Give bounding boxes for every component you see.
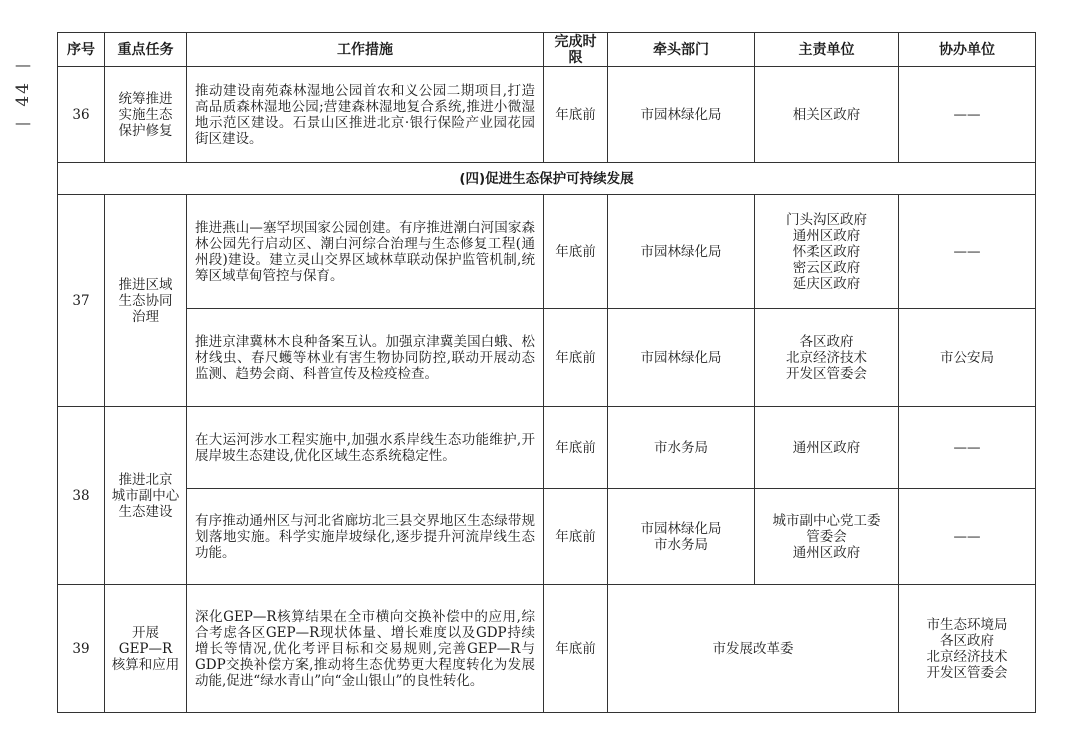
row-38-task: 推进北京 城市副中心 生态建设 <box>105 407 187 585</box>
row-37b-measure: 推进京津冀林木良种备案互认。加强京津冀美国白蛾、松材线虫、春尺蠖等林业有害生物协同防控,联动开展动态监测、趋势会商、科普宣传及检疫检查。 <box>187 309 544 407</box>
row-38b-assist: —— <box>899 489 1036 585</box>
row-38b-lead: 市园林绿化局 市水务局 <box>608 489 755 585</box>
page-number-dash-top: — <box>15 55 31 74</box>
header-measure: 工作措施 <box>187 33 544 67</box>
table-row <box>58 585 1036 713</box>
table-row <box>58 407 1036 489</box>
header-responsible: 主责单位 <box>755 33 899 67</box>
row-37b-responsible: 各区政府 北京经济技术 开发区管委会 <box>755 309 899 407</box>
row-37b-deadline: 年底前 <box>544 309 608 407</box>
row-37a-lead: 市园林绿化局 <box>608 195 755 309</box>
row-39-measure: 深化GEP—R核算结果在全市横向交换补偿中的应用,综合考虑各区GEP—R现状体量、增长难度以及GDP持续增长等情况,优化考评目标和交易规则,完善GEP—R与GDP交换补偿方案,推动将生态优势更大程度转化为发展动能,促进“绿水青山”向“金山银山”的良性转化。 <box>187 585 544 713</box>
row-37a-deadline: 年底前 <box>544 195 608 309</box>
header-row <box>58 33 1036 67</box>
row-38a-lead: 市水务局 <box>608 407 755 489</box>
row-36-lead: 市园林绿化局 <box>608 67 755 163</box>
header-assist: 协办单位 <box>899 33 1036 67</box>
row-39-lead: 市发展改革委 <box>608 585 899 713</box>
row-39-no: 39 <box>58 585 105 713</box>
row-39-deadline: 年底前 <box>544 585 608 713</box>
row-36-deadline: 年底前 <box>544 67 608 163</box>
row-37a-measure: 推进燕山—塞罕坝国家公园创建。有序推进潮白河国家森林公园先行启动区、潮白河综合治理与生态修复工程(通州段)建设。建立灵山交界区域林草联动保护监管机制,统筹区域草甸管控与保育。 <box>187 195 544 309</box>
row-39-assist: 市生态环境局 各区政府 北京经济技术 开发区管委会 <box>899 585 1036 713</box>
header-task: 重点任务 <box>105 33 187 67</box>
row-36-responsible: 相关区政府 <box>755 67 899 163</box>
header-lead: 牵头部门 <box>608 33 755 67</box>
row-37b-lead: 市园林绿化局 <box>608 309 755 407</box>
row-36-task: 统筹推进 实施生态 保护修复 <box>105 67 187 163</box>
page-number-digits: 44 <box>12 81 33 107</box>
row-36-measure: 推动建设南苑森林湿地公园首农和义公园二期项目,打造高品质森林湿地公园;营建森林湿地复合系统,推进小微湿地示范区建设。石景山区推进北京·银行保险产业园花园街区建设。 <box>187 67 544 163</box>
header-no: 序号 <box>58 33 105 67</box>
row-36-no: 36 <box>58 67 105 163</box>
table-row <box>58 195 1036 309</box>
row-37a-assist: —— <box>899 195 1036 309</box>
section-row <box>58 163 1036 195</box>
row-38b-responsible: 城市副中心党工委 管委会 通州区政府 <box>755 489 899 585</box>
page-number <box>8 55 38 133</box>
row-38b-deadline: 年底前 <box>544 489 608 585</box>
section-heading: (四)促进生态保护可持续发展 <box>58 163 1036 195</box>
table-row <box>58 489 1036 585</box>
row-37-task: 推进区域 生态协同 治理 <box>105 195 187 407</box>
row-37b-assist: 市公安局 <box>899 309 1036 407</box>
row-36-assist: —— <box>899 67 1036 163</box>
row-38a-assist: —— <box>899 407 1036 489</box>
header-deadline: 完成时限 <box>544 33 608 67</box>
row-38a-measure: 在大运河涉水工程实施中,加强水系岸线生态功能维护,开展岸坡生态建设,优化区域生态系统稳定性。 <box>187 407 544 489</box>
table-row <box>58 309 1036 407</box>
task-table <box>57 32 1036 713</box>
table-row <box>58 67 1036 163</box>
page-number-dash-bottom: — <box>15 112 31 132</box>
row-39-task: 开展 GEP—R 核算和应用 <box>105 585 187 713</box>
row-38a-deadline: 年底前 <box>544 407 608 489</box>
row-37-no: 37 <box>58 195 105 407</box>
row-38-no: 38 <box>58 407 105 585</box>
row-38b-measure: 有序推动通州区与河北省廊坊北三县交界地区生态绿带规划落地实施。科学实施岸坡绿化,逐步提升河流岸线生态功能。 <box>187 489 544 585</box>
row-37a-responsible: 门头沟区政府 通州区政府 怀柔区政府 密云区政府 延庆区政府 <box>755 195 899 309</box>
row-38a-responsible: 通州区政府 <box>755 407 899 489</box>
